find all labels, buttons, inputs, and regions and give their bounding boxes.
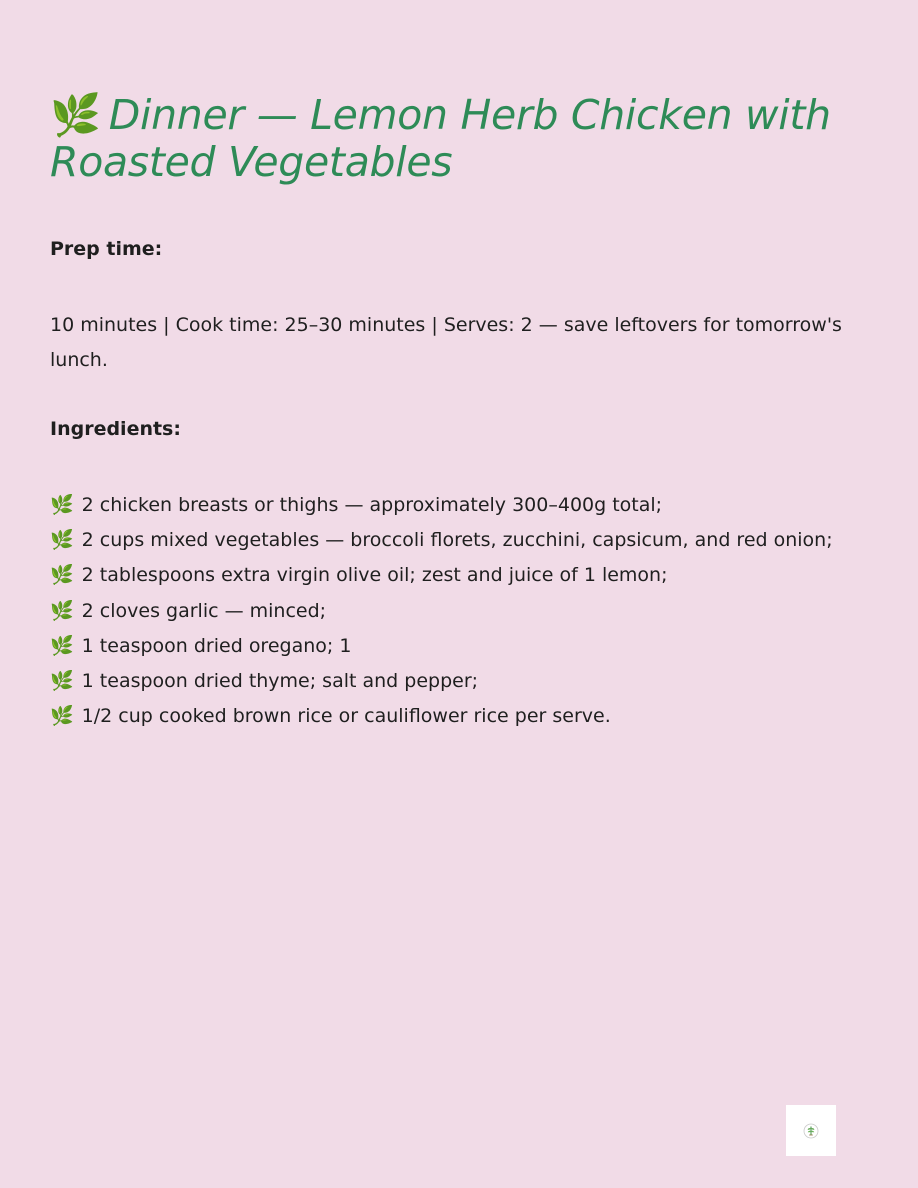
recipe-page: [50, 92, 860, 734]
herb-leaf-icon: 🌿: [50, 670, 74, 693]
list-item: 🌿 2 cups mixed vegetables — broccoli florets, zucchini, capsicum, and red onion;: [50, 529, 833, 552]
list-item: 🌿 1 teaspoon dried oregano; 1: [50, 634, 352, 657]
herb-leaf-icon: 🌿: [50, 599, 74, 622]
herb-leaf-icon: 🌿: [50, 494, 74, 516]
ingredients-label: Ingredients:: [50, 418, 181, 440]
list-item: 🌿 2 tablespoons extra virgin olive oil; zest and juice of 1 lemon;: [50, 564, 668, 587]
herb-leaf-icon: 🌿: [50, 529, 74, 552]
prep-time-label: Prep time:: [50, 238, 163, 260]
ingredients-list: [50, 488, 860, 734]
prep-time-text: 10 minutes | Cook time: 25–30 minutes | Serves: 2 — save leftovers for tomorrow's lunch.: [50, 314, 842, 371]
page-title: [50, 92, 860, 186]
list-item: 🌿 1 teaspoon dried thyme; salt and pepper;: [50, 670, 479, 693]
herb-leaf-icon: 🌿: [50, 634, 74, 657]
herb-leaf-icon: 🌿: [50, 91, 101, 139]
list-item: 🌿 2 cloves garlic — minced;: [50, 599, 327, 622]
corner-logo-badge: [786, 1105, 836, 1156]
herb-leaf-icon: 🌿: [50, 705, 74, 728]
list-item: 🌿 2 chicken breasts or thighs — approximately 300–400g total;: [50, 494, 663, 516]
herb-leaf-icon: 🌿: [50, 564, 74, 587]
list-item: 🌿 1/2 cup cooked brown rice or cauliflower rice per serve.: [50, 705, 611, 728]
title-text: Dinner — Lemon Herb Chicken with Roasted Vegetables: [50, 91, 831, 186]
herb-logo-icon: [803, 1123, 819, 1139]
